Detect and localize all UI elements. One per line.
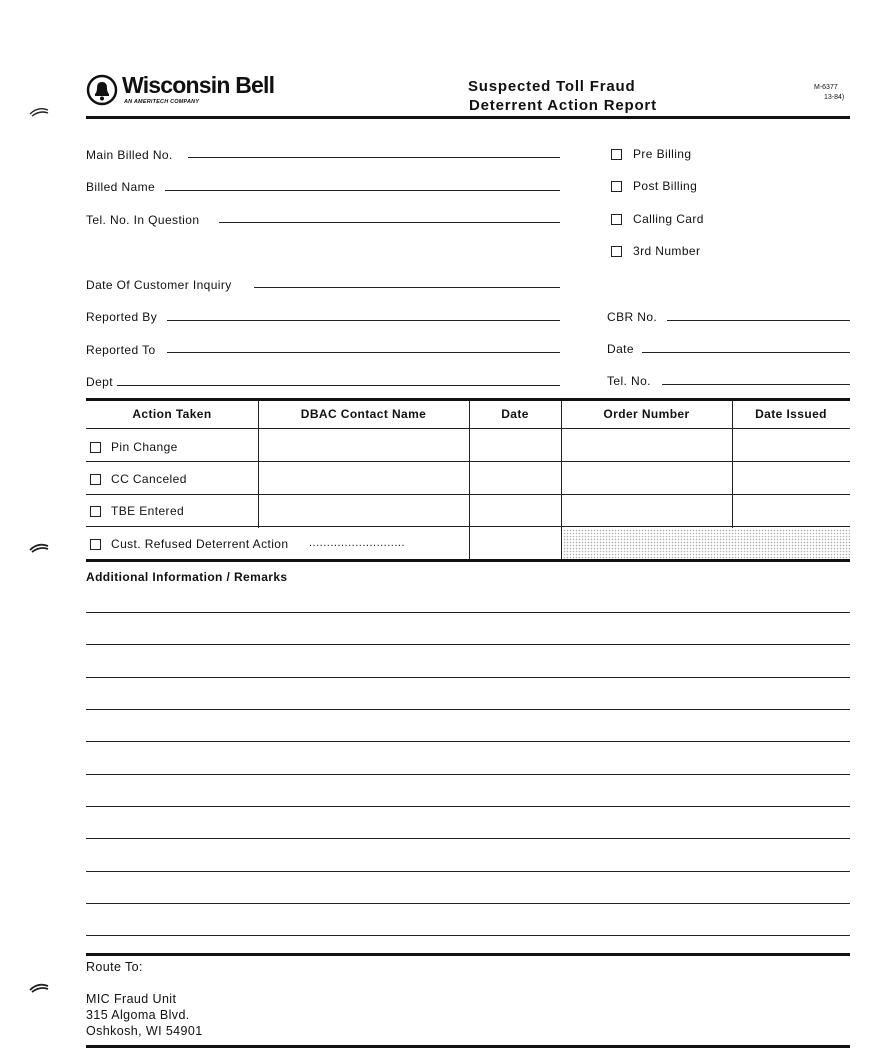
third-number-checkbox[interactable]	[611, 246, 622, 257]
header-date-issued: Date Issued	[755, 407, 827, 421]
billed-name-label: Billed Name	[86, 180, 156, 194]
table-row-divider	[86, 526, 850, 527]
punch-hole-mark	[28, 540, 50, 554]
route-address-line3: Oshkosh, WI 54901	[86, 1024, 203, 1038]
dept-label: Dept	[86, 375, 113, 389]
route-address-line1: MIC Fraud Unit	[86, 992, 177, 1006]
table-row-divider	[86, 461, 850, 462]
table-row-divider	[86, 428, 850, 429]
form-title-line2: Deterrent Action Report	[469, 97, 657, 114]
pre-billing-label: Pre Billing	[633, 147, 692, 161]
date-inquiry-field[interactable]	[254, 287, 560, 288]
remarks-line[interactable]	[86, 838, 850, 839]
route-address-line2: 315 Algoma Blvd.	[86, 1008, 190, 1022]
right-date-field[interactable]	[642, 352, 850, 353]
header-rule	[86, 116, 850, 119]
pre-billing-checkbox[interactable]	[611, 149, 622, 160]
billed-name-field[interactable]	[165, 190, 560, 191]
table-row-divider	[86, 494, 850, 495]
table-bottom-rule	[86, 559, 850, 562]
header-action-taken: Action Taken	[132, 407, 212, 421]
form-number: M-6377	[814, 84, 838, 91]
remarks-line[interactable]	[86, 903, 850, 904]
right-date-label: Date	[607, 342, 634, 356]
calling-card-checkbox[interactable]	[611, 214, 622, 225]
pin-change-label: Pin Change	[111, 440, 178, 454]
reported-to-field[interactable]	[167, 352, 560, 353]
dept-field[interactable]	[117, 385, 560, 386]
header-order-number: Order Number	[603, 407, 690, 421]
header-dbac-contact: DBAC Contact Name	[300, 407, 427, 421]
cust-refused-checkbox[interactable]	[90, 539, 101, 550]
remarks-line[interactable]	[86, 741, 850, 742]
remarks-line[interactable]	[86, 806, 850, 807]
remarks-label: Additional Information / Remarks	[86, 570, 288, 584]
cc-canceled-checkbox[interactable]	[90, 474, 101, 485]
shaded-block	[563, 529, 850, 559]
post-billing-checkbox[interactable]	[611, 181, 622, 192]
right-tel-no-label: Tel. No.	[607, 374, 651, 388]
table-top-rule	[86, 398, 850, 401]
remarks-line[interactable]	[86, 644, 850, 645]
reported-by-label: Reported By	[86, 310, 158, 324]
punch-hole-mark	[28, 104, 50, 118]
main-billed-no-label: Main Billed No.	[86, 148, 173, 162]
reported-by-field[interactable]	[167, 320, 560, 321]
third-number-label: 3rd Number	[633, 244, 701, 258]
calling-card-label: Calling Card	[633, 212, 704, 226]
cust-refused-leader: ...........................	[309, 537, 406, 549]
remarks-line[interactable]	[86, 774, 850, 775]
table-col-divider	[561, 401, 562, 560]
pin-change-checkbox[interactable]	[90, 442, 101, 453]
form-title-line1: Suspected Toll Fraud	[468, 78, 636, 95]
cust-refused-label: Cust. Refused Deterrent Action	[111, 537, 289, 551]
cc-canceled-label: CC Canceled	[111, 472, 187, 486]
cbr-no-label: CBR No.	[607, 310, 658, 324]
footer-rule	[86, 1045, 850, 1048]
brand-subtitle: AN AMERITECH COMPANY	[124, 99, 200, 105]
brand-name: Wisconsin Bell	[122, 72, 275, 98]
bell-icon	[86, 74, 118, 106]
date-inquiry-label: Date Of Customer Inquiry	[86, 278, 232, 292]
remarks-line[interactable]	[86, 935, 850, 936]
header-date: Date	[501, 407, 529, 421]
tel-in-question-label: Tel. No. In Question	[86, 213, 200, 227]
remarks-line[interactable]	[86, 612, 850, 613]
tbe-entered-checkbox[interactable]	[90, 506, 101, 517]
remarks-line[interactable]	[86, 709, 850, 710]
remarks-bottom-rule	[86, 953, 850, 956]
tbe-entered-label: TBE Entered	[111, 504, 185, 518]
tel-in-question-field[interactable]	[219, 222, 560, 223]
post-billing-label: Post Billing	[633, 179, 698, 193]
route-to-label: Route To:	[86, 960, 143, 974]
right-tel-no-field[interactable]	[662, 384, 850, 385]
main-billed-no-field[interactable]	[188, 157, 560, 158]
punch-hole-mark	[28, 980, 50, 994]
form-revision: 13-84)	[824, 94, 845, 101]
remarks-line[interactable]	[86, 871, 850, 872]
remarks-line[interactable]	[86, 677, 850, 678]
reported-to-label: Reported To	[86, 343, 156, 357]
brand-logo	[86, 72, 286, 112]
table-col-divider	[469, 401, 470, 560]
cbr-no-field[interactable]	[667, 320, 850, 321]
